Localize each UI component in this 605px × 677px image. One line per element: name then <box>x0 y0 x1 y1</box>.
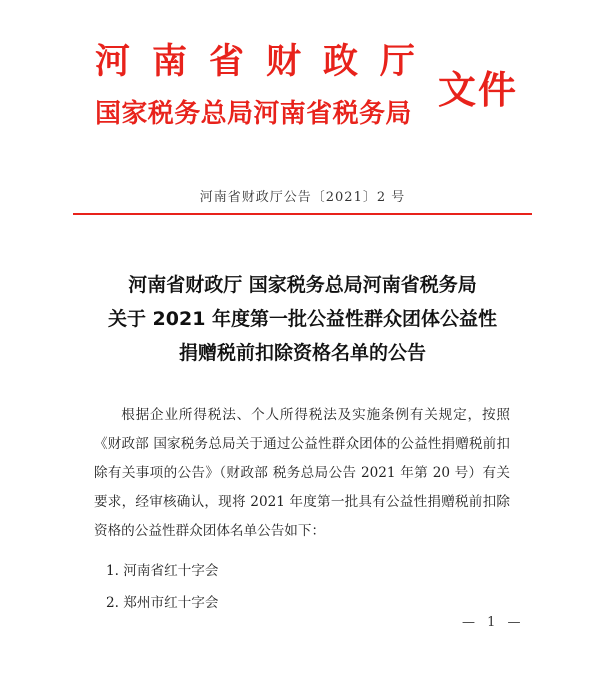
document-label: 文件 <box>438 68 519 112</box>
header-char-4: 财 <box>265 42 301 82</box>
document-title <box>0 268 605 370</box>
red-divider-line <box>73 213 532 215</box>
issuer-header-line1 <box>95 40 415 84</box>
list-item: 1. 河南省红十字会 <box>106 563 219 579</box>
header-char-2: 南 <box>151 42 187 82</box>
header-char-1: 河 <box>95 42 131 82</box>
page-number: — 1 — <box>462 615 525 630</box>
header-char-3: 省 <box>208 42 244 82</box>
list-item: 2. 郑州市红十字会 <box>106 595 219 611</box>
header-char-6: 厅 <box>379 42 415 82</box>
title-line-1: 河南省财政厅 国家税务总局河南省税务局 <box>128 274 477 296</box>
body-paragraph: 根据企业所得税法、个人所得税法及实施条例有关规定，按照《财政部 国家税务总局关于通过公益性群众团体的公益性捐赠税前扣除有关事项的公告》（财政部 税务总局公告 2021 年第 20 号）有关要求，经审核确认，现将 2021 年度第一批具有公益性捐赠税前扣除资格的公益性群众团体名单公告如下： <box>94 407 510 539</box>
title-line-2: 关于 2021 年度第一批公益性群众团体公益性 <box>107 308 498 330</box>
document-number: 河南省财政厅公告〔2021〕2 号 <box>199 190 406 205</box>
header-char-5: 政 <box>322 42 358 82</box>
issuer-header-line2: 国家税务总局河南省税务局 <box>95 99 412 129</box>
title-line-3: 捐赠税前扣除资格名单的公告 <box>178 342 426 364</box>
